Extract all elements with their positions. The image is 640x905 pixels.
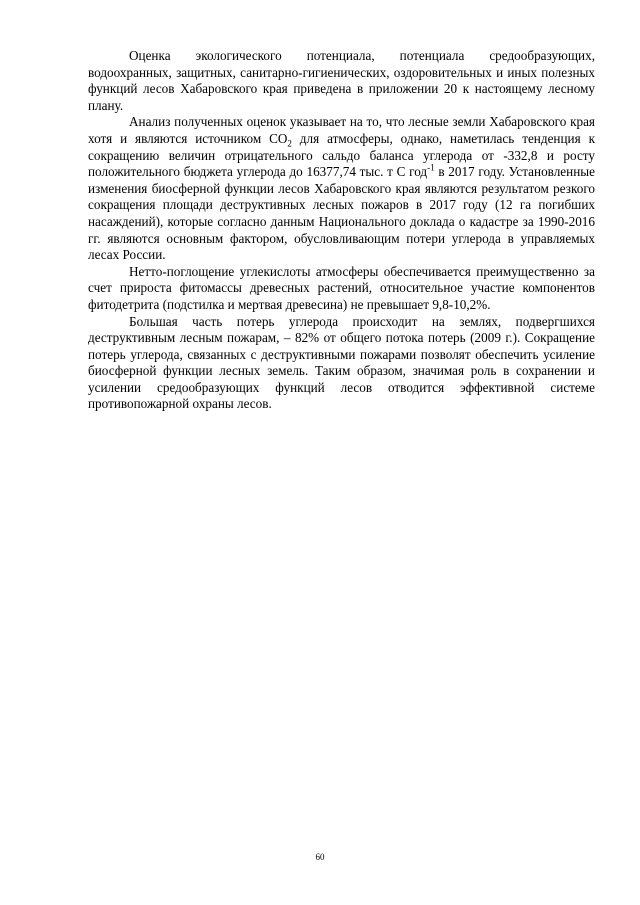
superscript-text: -1 <box>427 162 435 173</box>
text-run: Оценка экологического потенциала, потенциала средообразующих, водоохранных, защитных, санитарно-гигиенических, оздоровительных и иных полезных функций лесов Хабаровского края приведена в приложении 20 к настоящему лесному плану. <box>88 48 595 113</box>
page-number: 60 <box>315 852 325 862</box>
text-run: в 2017 году. Установленные изменения биосферной функции лесов Хабаровского края являются результатом резкого сокращения площади деструктивных лесных пожаров в 2017 году (12 га погибших насаждений), которые согласно данным Национального доклада о кадастре за 1990-2016 гг. являются основным фактором, обусловливающим потери углерода в управляемых лесах России. <box>88 164 595 263</box>
paragraph-2 <box>88 114 595 263</box>
text-run: для атмосферы, однако, наметилась тенденция к сокращению величин отрицательного сальдо баланса углерода от -332,8 и росту положительного бюджета углерода до 16377,74 тыс. т С год <box>88 130 595 180</box>
paragraph-4 <box>88 314 595 414</box>
paragraph-3 <box>88 264 595 314</box>
paragraph-1 <box>88 48 595 114</box>
text-run: Большая часть потерь углерода происходит на землях, подвергшихся деструктивным лесным пожарам, – 82% от общего потока потерь (2009 г.). Сокращение потерь углерода, связанных с деструктивными пожарами позволят обеспечить усиление биосферной функции лесных земель. Таким образом, значимая роль в сохранении и усилении средообразующих функций лесов отводится эффективной системе противопожарной охраны лесов. <box>88 313 595 412</box>
text-run: Нетто-поглощение углекислоты атмосферы обеспечивается преимущественно за счет прироста фитомассы древесных растений, относительное участие компонентов фитодетрита (подстилка и мертвая древесина) не превышает 9,8-10,2%. <box>88 263 595 312</box>
text-run: Анализ полученных оценок указывает на то, что лесные земли Хабаровского края хотя и являются источником CO <box>88 114 595 146</box>
page-body <box>88 48 595 413</box>
subscript-text: 2 <box>287 138 292 149</box>
